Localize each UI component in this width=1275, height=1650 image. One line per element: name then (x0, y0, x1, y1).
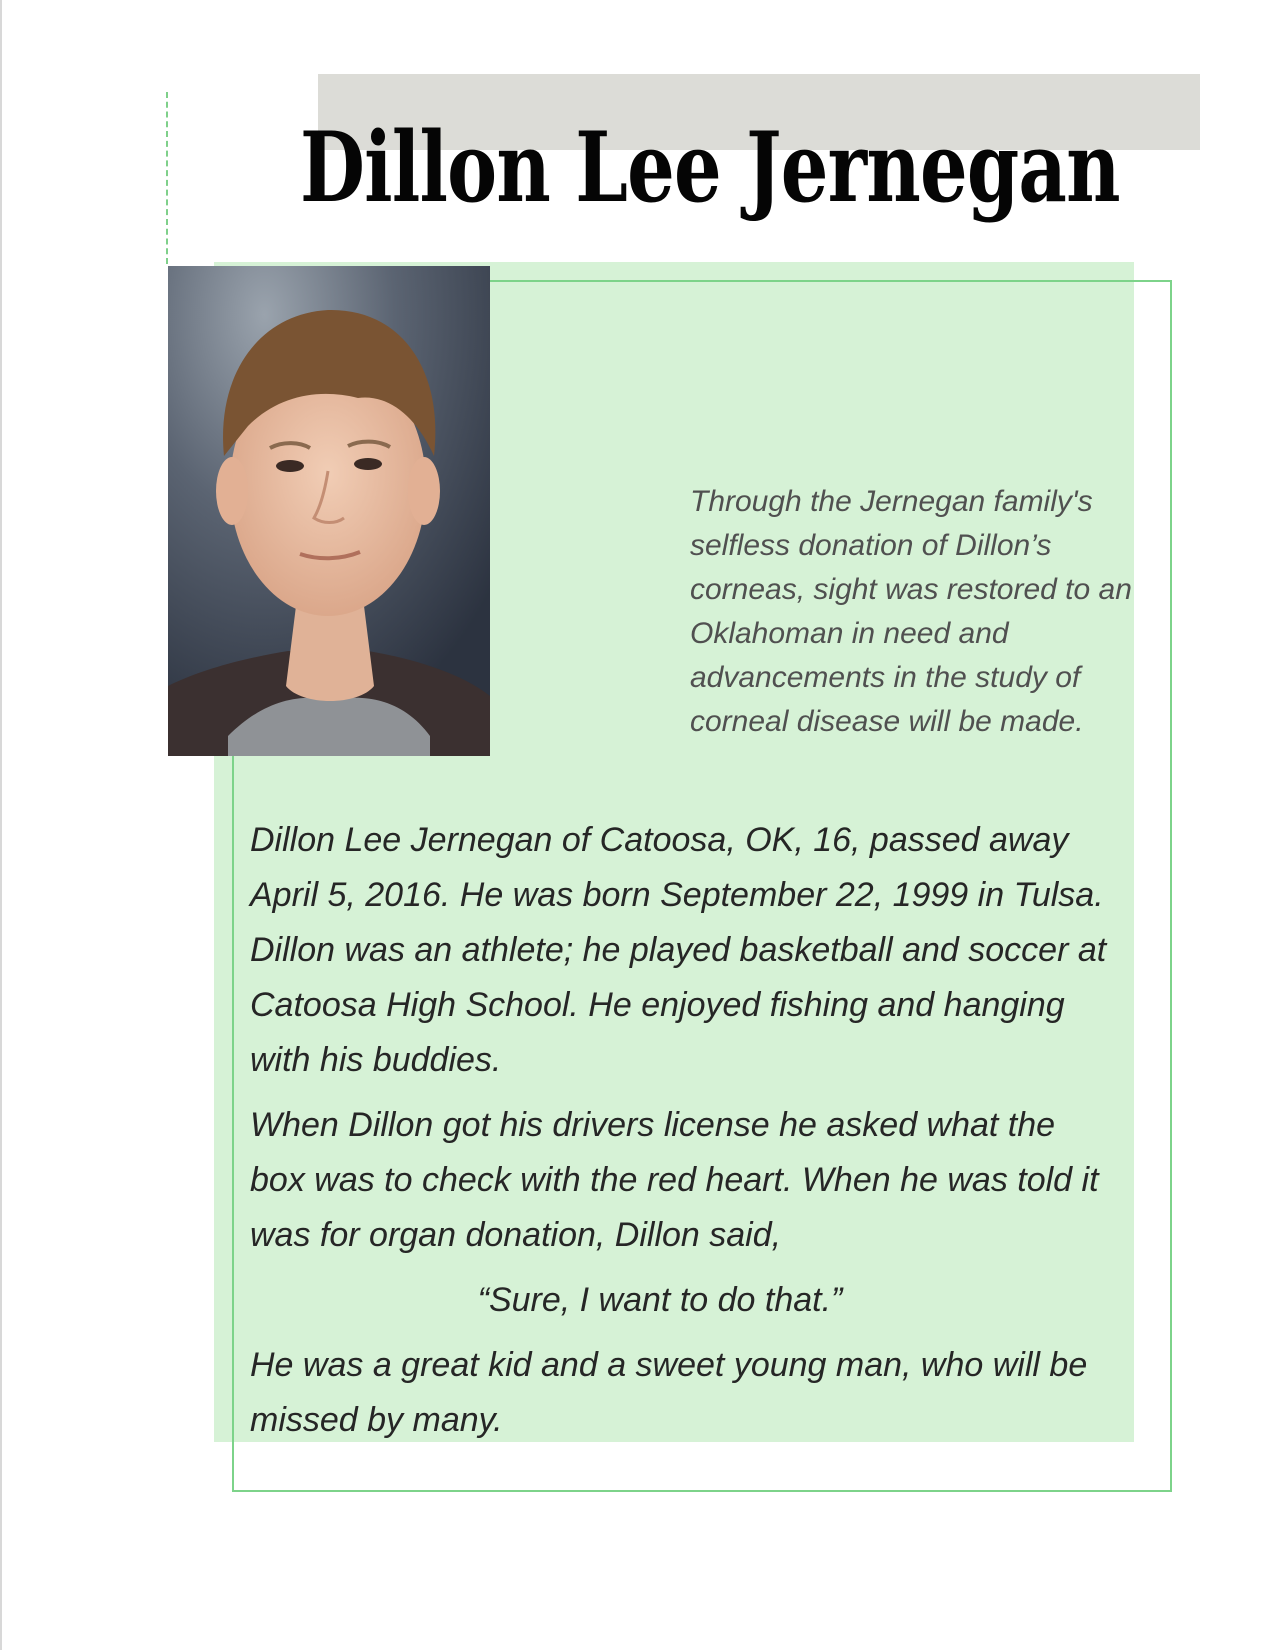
left-ear (216, 457, 248, 525)
donation-caption: Through the Jernegan family's selfless donation of Dillon’s corneas, sight was restored to an Oklahoman in need and advancements in the study of corneal disease will be made. (690, 485, 1132, 738)
portrait-photo (168, 266, 490, 756)
left-eye (276, 460, 304, 472)
obituary-text (250, 813, 1110, 1458)
quote: “Sure, I want to do that.” (477, 1281, 843, 1319)
portrait-illustration (168, 266, 490, 756)
page-title: Dillon Lee Jernegan (300, 111, 1120, 224)
obituary-paragraph-3: He was a great kid and a sweet young man, who will be missed by many. (250, 1346, 1088, 1439)
dashed-guide-line (166, 92, 168, 264)
obituary-paragraph-1: Dillon Lee Jernegan of Catoosa, OK, 16, passed away April 5, 2016. He was born September 22, 1999 in Tulsa. Dillon was an athlete; he played basketball and soccer at Catoosa High School. He enjoyed fishing and hanging with his buddies. (250, 821, 1107, 1079)
neck (286, 606, 374, 701)
right-ear (408, 457, 440, 525)
obituary-paragraph-2: When Dillon got his drivers license he asked what the box was to check with the red heart. When he was told it was for organ donation, Dillon said, (250, 1106, 1099, 1254)
right-eye (354, 458, 382, 470)
page-edge (0, 0, 2, 1650)
